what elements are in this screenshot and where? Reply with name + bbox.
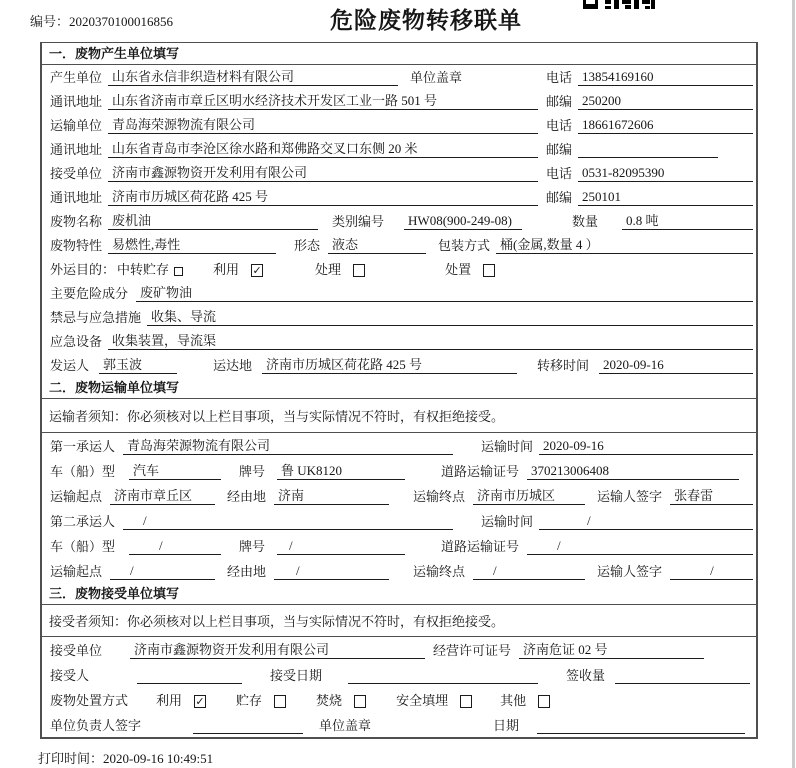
quantity-label: 数量 <box>572 214 599 229</box>
producer-unit-label: 产生单位 <box>50 70 103 85</box>
origin-label: 运输起点 <box>50 564 103 579</box>
form-state-value: 液态 <box>328 234 426 254</box>
address-label: 通讯地址 <box>50 190 103 205</box>
vehicle-type-value: / <box>129 538 221 555</box>
receiver-notice: 接受者须知：你必须核对以上栏目事项，当与实际情况不符时，有权拒绝接受。 <box>42 605 756 637</box>
receiver-unit-label: 接受单位 <box>50 166 103 181</box>
producer-unit-value: 山东省永信非织造材料有限公司 <box>108 66 398 86</box>
print-time <box>38 748 213 767</box>
checkbox-unchecked <box>460 695 472 708</box>
checkbox-checked: ✓ <box>252 264 262 277</box>
first-carrier-label: 第一承运人 <box>50 439 116 454</box>
print-time-value: 2020-09-16 10:49:51 <box>103 751 214 766</box>
phone-label: 电话 <box>546 118 573 133</box>
row-producer-address <box>42 89 756 113</box>
row-route-1 <box>42 483 756 508</box>
row-transport-address <box>42 137 756 161</box>
waste-name-label: 废物名称 <box>50 214 103 229</box>
accept-unit-label: 接受单位 <box>50 643 103 658</box>
checkbox-unchecked <box>353 264 365 277</box>
row-second-carrier <box>42 508 756 533</box>
plate-label: 牌号 <box>239 464 266 479</box>
destination-label: 运达地 <box>213 358 253 373</box>
disposal-option-label: 利用 <box>156 693 183 708</box>
row-consignor <box>42 353 756 377</box>
transport-phone-value: 18661672606 <box>578 117 753 134</box>
received-amount-value <box>615 683 750 684</box>
unit-seal-label: 单位盖章 <box>319 718 372 733</box>
disposal-option-label: 贮存 <box>236 693 263 708</box>
accept-date-value <box>348 683 538 684</box>
waste-name-value: 废机油 <box>108 210 318 230</box>
row-first-carrier <box>42 433 756 458</box>
purpose-option-label: 处理 <box>315 262 342 277</box>
checkbox-unchecked <box>274 695 286 708</box>
address-label: 通讯地址 <box>50 142 103 157</box>
purpose-option-label: 利用 <box>213 262 240 277</box>
road-permit-label: 道路运输证号 <box>441 539 520 554</box>
hazard-components-value: 废矿物油 <box>136 282 753 302</box>
phone-label: 电话 <box>546 166 573 181</box>
section-transporter <box>42 377 756 583</box>
serial-value: 2020370100016856 <box>69 14 174 29</box>
row-acceptor <box>42 662 756 687</box>
road-permit-value: / <box>527 538 753 555</box>
row-receiver-address <box>42 185 756 209</box>
waste-property-value: 易燃性,毒性 <box>108 234 276 254</box>
section-producer-header: 一．废物产生单位填写 <box>42 43 756 65</box>
vehicle-type-value: 汽车 <box>129 460 221 480</box>
section-receiver <box>42 583 756 737</box>
disposal-method-label: 废物处置方式 <box>50 693 129 708</box>
terminus-label: 运输终点 <box>413 564 466 579</box>
packing-label: 包装方式 <box>438 238 491 253</box>
row-producer-unit <box>42 65 756 89</box>
destination-value: 济南市历城区荷花路 425 号 <box>262 354 517 374</box>
date-value <box>537 733 745 734</box>
page-title: 危险废物转移联单 <box>330 8 522 33</box>
road-permit-label: 道路运输证号 <box>441 464 520 479</box>
via-label: 经由地 <box>227 489 267 504</box>
serial-label: 编号： <box>30 14 70 29</box>
serial-number <box>30 11 173 30</box>
print-time-label: 打印时间： <box>38 751 104 766</box>
emergency-equipment-label: 应急设备 <box>50 334 103 349</box>
page-edge <box>792 0 795 768</box>
row-vehicle-2 <box>42 533 756 558</box>
transporter-notice: 运输者须知：你必须核对以上栏目事项，当与实际情况不符时，有权拒绝接受。 <box>42 399 756 433</box>
responsible-signature-label: 单位负责人签字 <box>50 718 142 733</box>
responsible-signature-value <box>193 733 303 734</box>
carrier-signature-label: 运输人签字 <box>597 489 663 504</box>
emergency-measures-label: 禁忌与应急措施 <box>50 310 142 325</box>
received-amount-label: 签收量 <box>566 668 606 683</box>
row-disposal-method <box>42 687 756 712</box>
transport-address-value: 山东省青岛市李沧区徐水路和郑佛路交叉口东侧 20 米 <box>108 138 538 158</box>
emergency-measures-value: 收集、导流 <box>147 306 753 326</box>
purpose-label: 外运目的： <box>50 262 116 277</box>
origin-label: 运输起点 <box>50 489 103 504</box>
vehicle-type-label: 车（船）型 <box>50 539 116 554</box>
consignor-value: 郭玉波 <box>99 354 177 374</box>
row-responsible-signature <box>42 712 756 737</box>
second-carrier-label: 第二承运人 <box>50 514 116 529</box>
waste-property-label: 废物特性 <box>50 238 103 253</box>
first-carrier-value: 青岛海荣源物流有限公司 <box>123 435 453 455</box>
second-carrier-value: / <box>123 513 453 530</box>
plate-value: / <box>277 538 405 555</box>
via-value: 济南 <box>274 485 389 505</box>
row-route-2 <box>42 558 756 583</box>
category-code-label: 类别编号 <box>332 214 385 229</box>
row-receiver-unit <box>42 161 756 185</box>
phone-label: 电话 <box>546 70 573 85</box>
via-value: / <box>274 563 389 580</box>
qr-code-fragment <box>583 0 655 10</box>
checkbox-checked: ✓ <box>195 695 205 708</box>
transfer-date-label: 转移时间 <box>537 358 590 373</box>
disposal-option-label: 其他 <box>500 693 527 708</box>
row-hazard-components <box>42 281 756 305</box>
terminus-label: 运输终点 <box>413 489 466 504</box>
accept-unit-value: 济南市鑫源物资开发利用有限公司 <box>130 639 425 659</box>
plate-value: 鲁 UK8120 <box>277 460 405 480</box>
accept-date-label: 接受日期 <box>270 668 323 683</box>
checkbox-unchecked <box>354 695 366 708</box>
producer-phone-value: 13854169160 <box>578 69 753 86</box>
zip-label: 邮编 <box>546 190 573 205</box>
plate-label: 牌号 <box>239 539 266 554</box>
unit-seal-label: 单位盖章 <box>410 70 463 85</box>
carrier-signature-value: / <box>670 563 753 580</box>
transport-unit-label: 运输单位 <box>50 118 103 133</box>
section-transporter-header: 二．废物运输单位填写 <box>42 377 756 399</box>
date-label: 日期 <box>493 718 520 733</box>
origin-value: 济南市章丘区 <box>110 485 215 505</box>
transport-time-label: 运输时间 <box>481 514 534 529</box>
road-permit-value: 370213006408 <box>527 463 739 480</box>
manifest-table <box>40 42 758 739</box>
acceptor-value <box>137 683 242 684</box>
terminus-value: / <box>473 563 585 580</box>
purpose-option-label: 处置 <box>445 262 472 277</box>
checkbox-unchecked <box>483 264 495 277</box>
transport-time-value: 2020-09-16 <box>539 438 753 455</box>
row-emergency-equipment <box>42 329 756 353</box>
row-accept-unit <box>42 637 756 662</box>
carrier-signature-value: 张春雷 <box>670 485 753 505</box>
license-label: 经营许可证号 <box>433 643 512 658</box>
terminus-value: 济南市历城区 <box>473 485 585 505</box>
row-waste-name <box>42 209 756 233</box>
transfer-date-value: 2020-09-16 <box>599 357 753 374</box>
transport-time-label: 运输时间 <box>481 439 534 454</box>
section-receiver-header: 三．废物接受单位填写 <box>42 583 756 605</box>
transport-unit-value: 青岛海荣源物流有限公司 <box>108 114 538 134</box>
category-code-value: HW08(900-249-08) <box>404 213 522 230</box>
section-producer <box>42 43 756 377</box>
form-state-label: 形态 <box>294 238 321 253</box>
vehicle-type-label: 车（船）型 <box>50 464 116 479</box>
producer-address-value: 山东省济南市章丘区明水经济技术开发区工业一路 501 号 <box>108 90 538 110</box>
receiver-unit-value: 济南市鑫源物资开发利用有限公司 <box>108 162 538 182</box>
receiver-phone-value: 0531-82095390 <box>578 165 753 182</box>
row-transport-unit <box>42 113 756 137</box>
consignor-label: 发运人 <box>50 358 90 373</box>
transport-time-value: / <box>539 513 753 530</box>
license-value: 济南危证 02 号 <box>519 639 704 659</box>
row-waste-properties <box>42 233 756 257</box>
carrier-signature-label: 运输人签字 <box>597 564 663 579</box>
disposal-option-label: 安全填埋 <box>396 693 449 708</box>
checkbox-unchecked <box>538 695 550 708</box>
acceptor-label: 接受人 <box>50 668 90 683</box>
receiver-zip-value: 250101 <box>578 189 753 206</box>
address-label: 通讯地址 <box>50 94 103 109</box>
quantity-value: 0.8 吨 <box>622 210 753 230</box>
producer-zip-value: 250200 <box>578 93 753 110</box>
origin-value: / <box>110 563 215 580</box>
receiver-address-value: 济南市历城区荷花路 425 号 <box>108 186 538 206</box>
row-vehicle-1 <box>42 458 756 483</box>
via-label: 经由地 <box>227 564 267 579</box>
packing-value: 桶(金属,数量 4 ） <box>496 234 753 254</box>
row-emergency-measures <box>42 305 756 329</box>
disposal-option-label: 焚烧 <box>316 693 343 708</box>
checkbox-unchecked <box>174 267 183 276</box>
purpose-option-label: 中转贮存 <box>117 262 170 277</box>
zip-label: 邮编 <box>546 142 573 157</box>
transport-zip-value <box>578 157 718 158</box>
emergency-equipment-value: 收集装置，导流渠 <box>108 330 753 350</box>
hazard-components-label: 主要危险成分 <box>50 286 129 301</box>
zip-label: 邮编 <box>546 94 573 109</box>
row-transfer-purpose <box>42 257 756 281</box>
